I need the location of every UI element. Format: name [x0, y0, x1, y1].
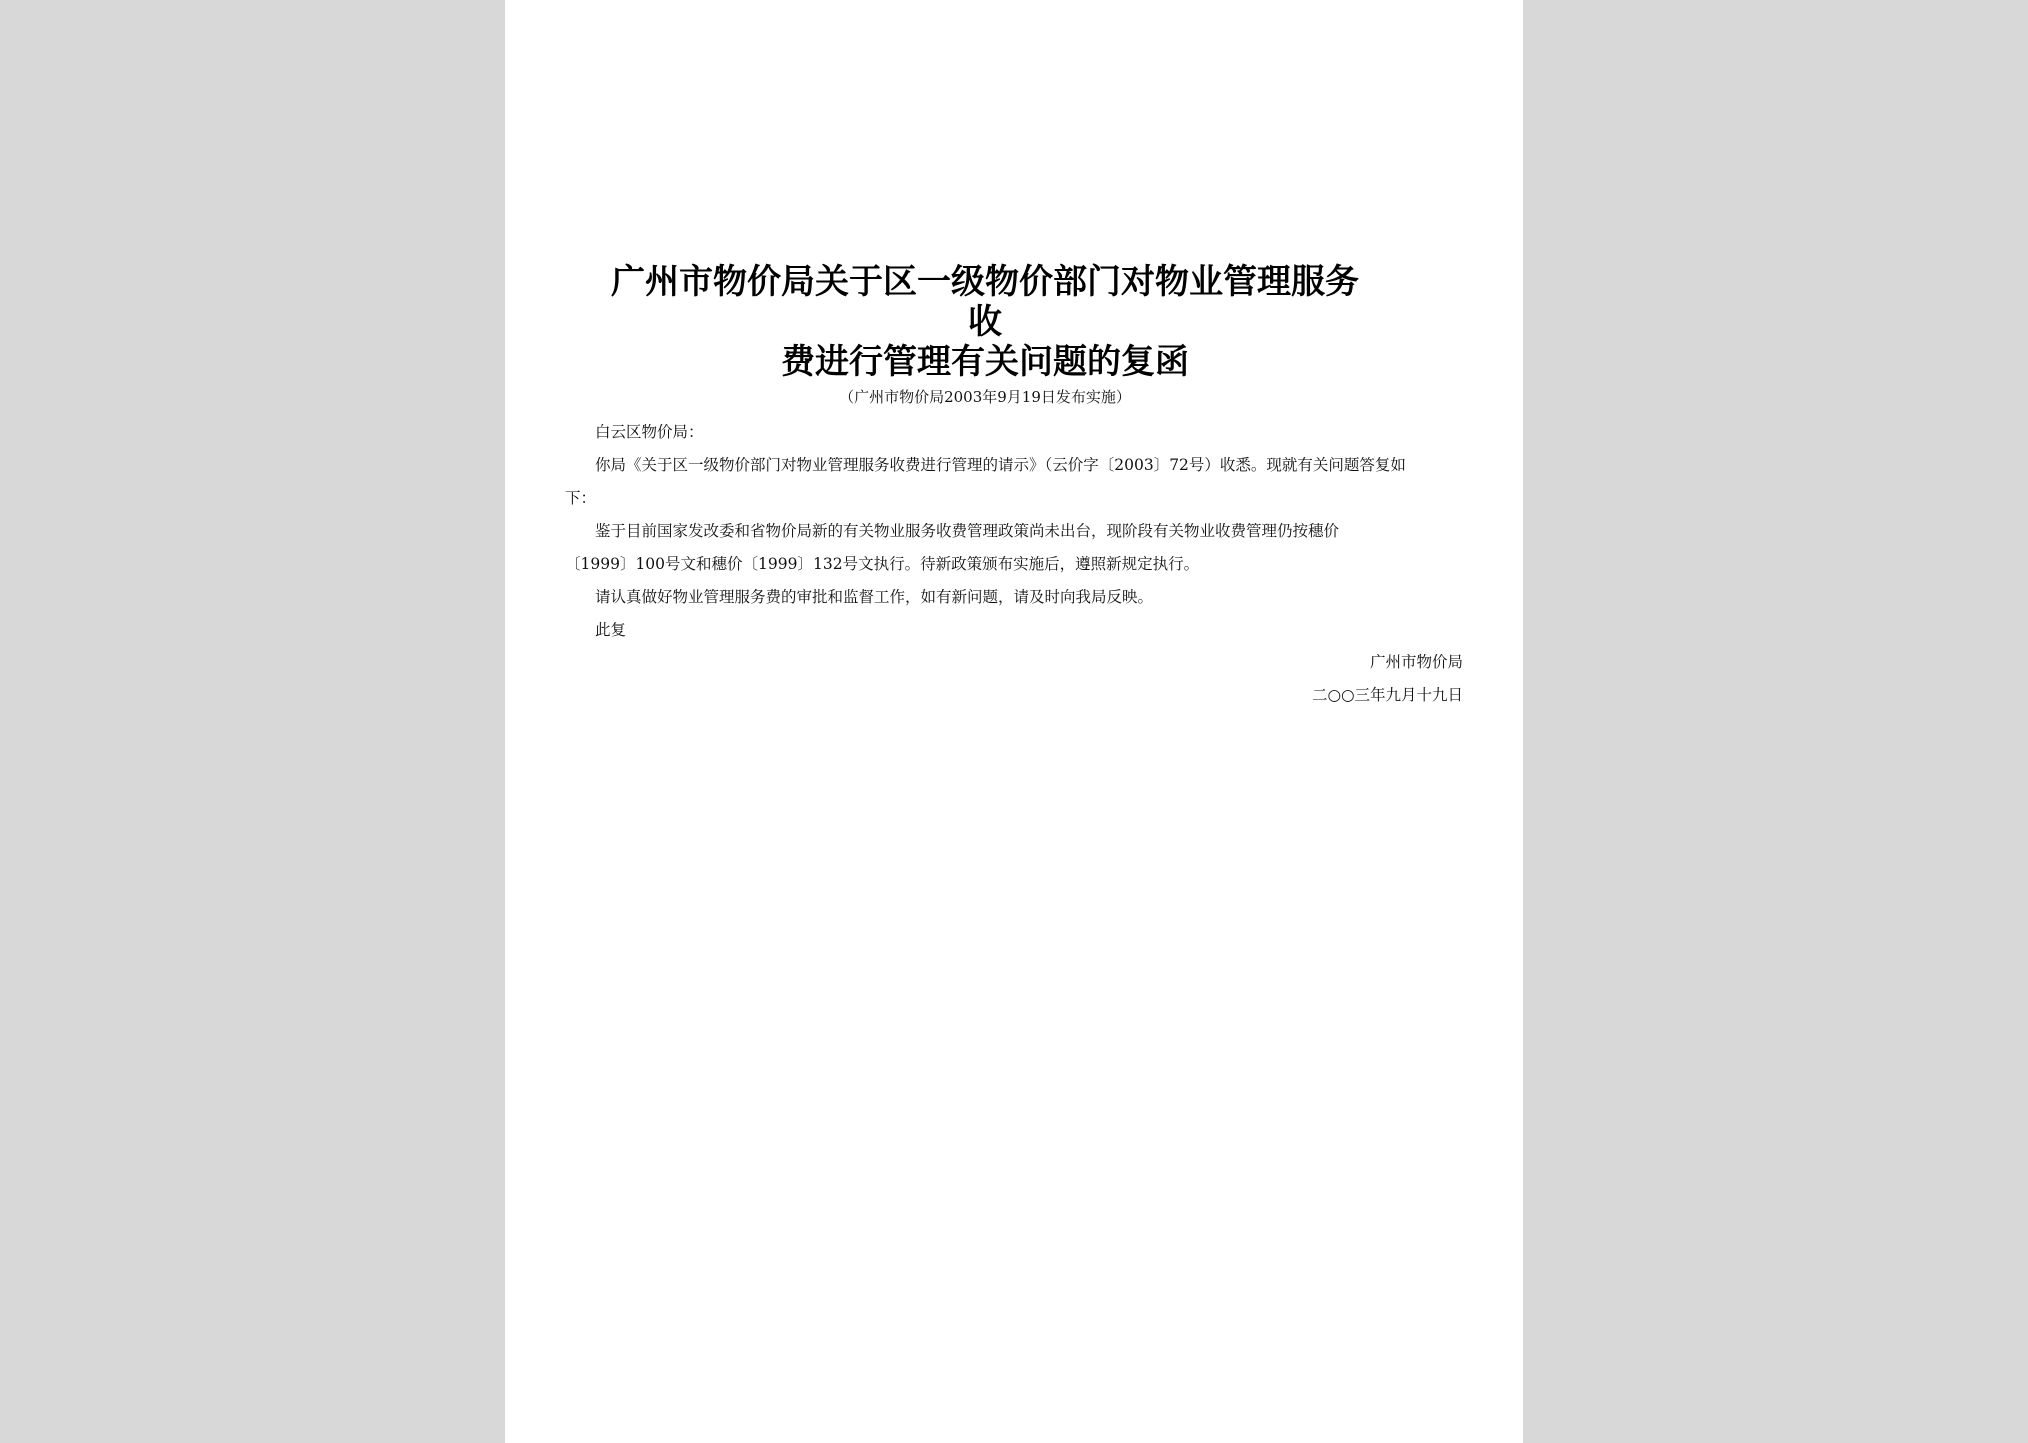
- date: 二○○三年九月十九日: [1311, 686, 1463, 704]
- paragraph-3: 请认真做好物业管理服务费的审批和监督工作，如有新问题，请及时向我局反映。: [595, 588, 1154, 606]
- title-line-2: 费进行管理有关问题的复函: [781, 342, 1189, 382]
- paragraph-1-line-1: 你局《关于区一级物价部门对物业管理服务收费进行管理的请示》（云价字〔2003〕72号）收悉。现就有关问题答复如: [595, 456, 1406, 474]
- title-line-1: 广州市物价局关于区一级物价部门对物业管理服务收: [611, 262, 1359, 342]
- addressee: 白云区物价局：: [595, 423, 704, 441]
- paragraph-2-line-2: 〔1999〕100号文和穗价〔1999〕132号文执行。待新政策颁布实施后，遵照新规定执行。: [565, 555, 1200, 573]
- signature: 广州市物价局: [1369, 653, 1463, 671]
- closing-text: 此复: [595, 621, 627, 639]
- document-page: [505, 0, 1523, 1443]
- issue-note: （广州市物价局2003年9月19日发布实施）: [839, 388, 1131, 406]
- paragraph-1-line-2: 下：: [565, 489, 597, 507]
- paragraph-2-line-1: 鉴于目前国家发改委和省物价局新的有关物业服务收费管理政策尚未出台，现阶段有关物业收费管理仍按穗价: [595, 522, 1340, 540]
- document-title: [600, 262, 1370, 382]
